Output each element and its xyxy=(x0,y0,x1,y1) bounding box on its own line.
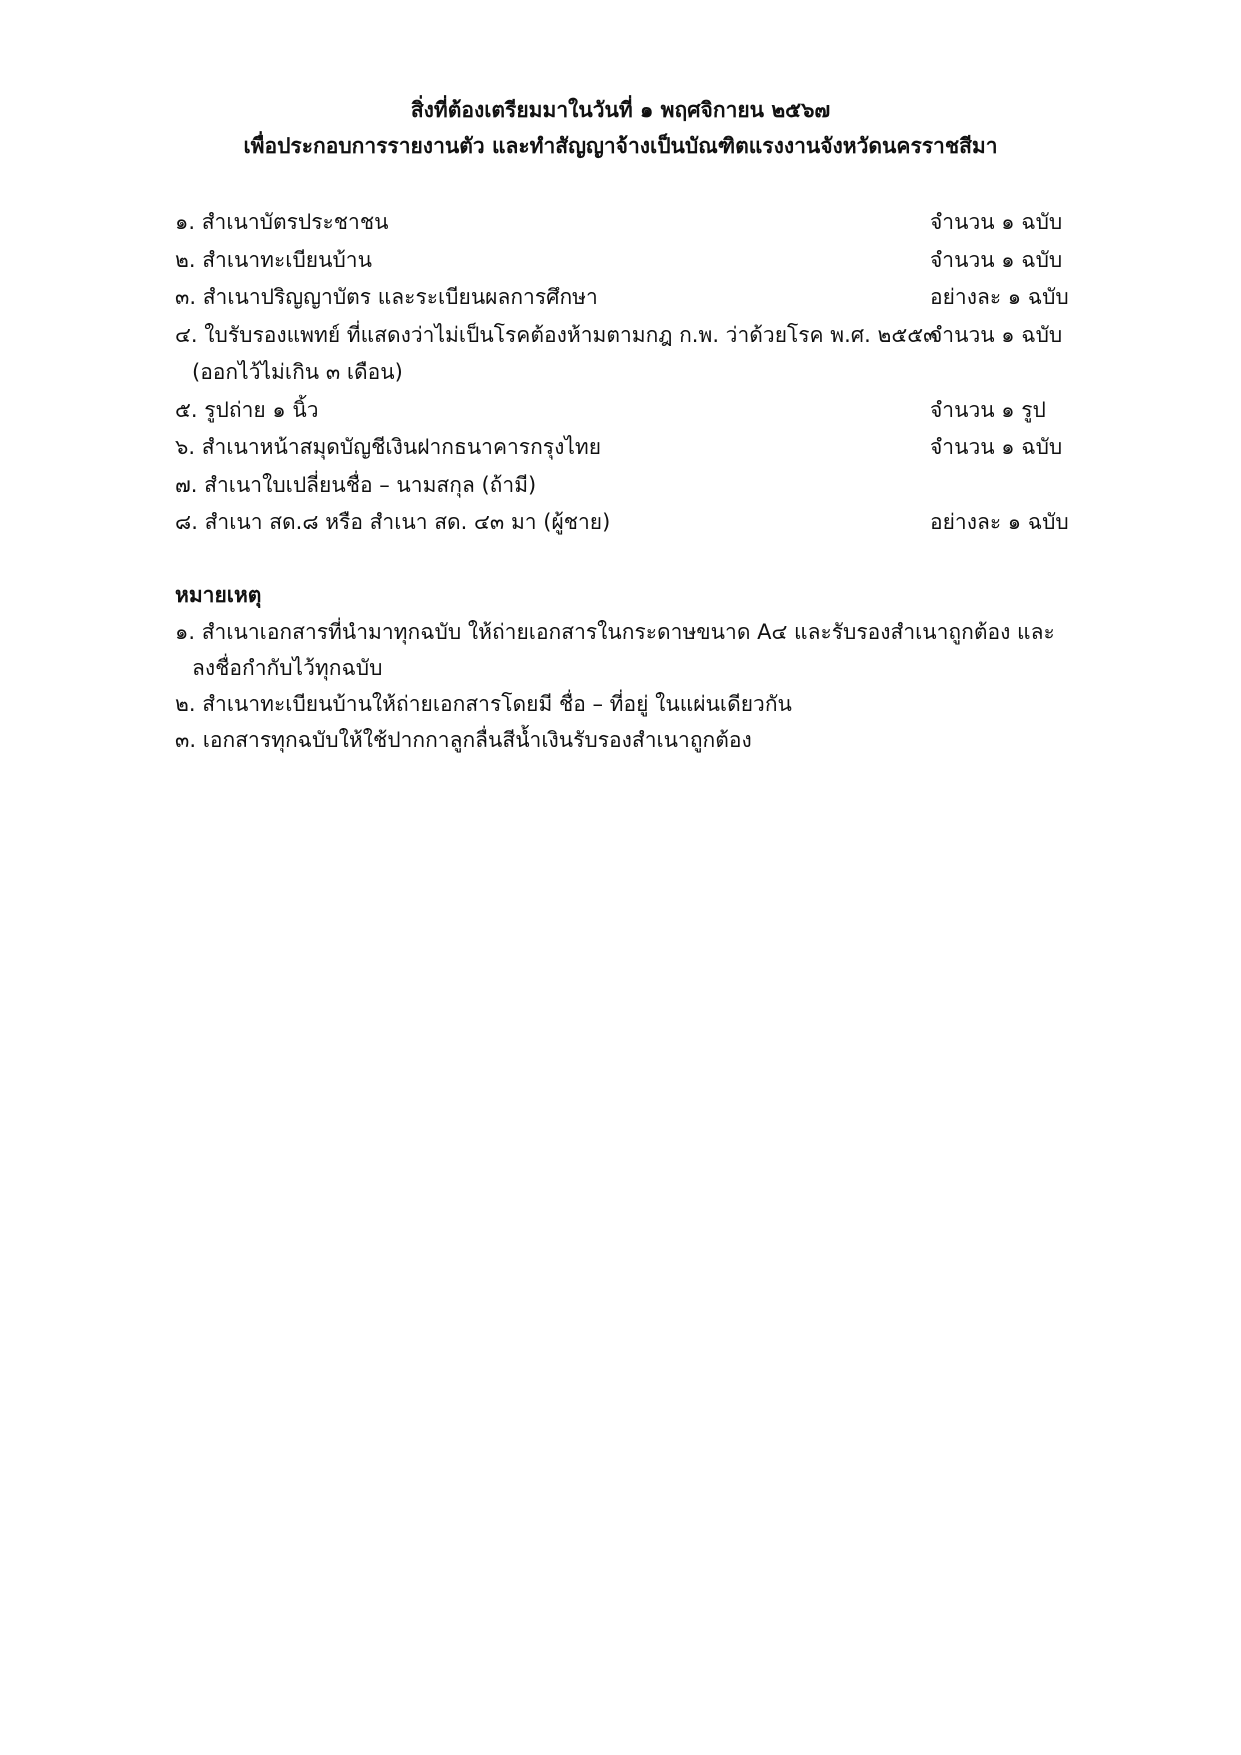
document-title: สิ่งที่ต้องเตรียมมาในวันที่ ๑ พฤศจิกายน ๒๕๖๗ xyxy=(410,98,831,122)
list-item xyxy=(175,467,1075,505)
item-text: สำเนาใบเปลี่ยนชื่อ – นามสกุล (ถ้ามี) xyxy=(204,472,537,497)
note-text: สำเนาทะเบียนบ้านให้ถ่ายเอกสารโดยมี ชื่อ – ที่อยู่ ในแผ่นเดียวกัน xyxy=(202,692,792,716)
list-item xyxy=(175,204,1075,242)
item-quantity: อย่างละ ๑ ฉบับ xyxy=(930,510,1069,534)
item-quantity: จำนวน ๑ ฉบับ xyxy=(930,210,1063,234)
note-item xyxy=(175,686,1135,722)
item-quantity: อย่างละ ๑ ฉบับ xyxy=(930,285,1069,309)
note-continuation: ลงชื่อกำกับไว้ทุกฉบับ xyxy=(192,656,383,680)
list-item xyxy=(175,242,1075,280)
item-number: ๒. xyxy=(175,247,196,272)
list-item xyxy=(175,279,1075,317)
note-number: ๒. xyxy=(175,692,196,716)
item-text: สำเนาปริญญาบัตร และระเบียนผลการศึกษา xyxy=(202,285,598,309)
list-item xyxy=(175,392,1075,430)
item-text: รูปถ่าย ๑ นิ้ว xyxy=(204,397,319,422)
item-text: สำเนาหน้าสมุดบัญชีเงินฝากธนาคารกรุงไทย xyxy=(201,435,602,459)
item-quantity: จำนวน ๑ ฉบับ xyxy=(930,247,1063,272)
item-text: ใบรับรองแพทย์ ที่แสดงว่าไม่เป็นโรคต้องห้ามตามกฎ ก.พ. ว่าด้วยโรค พ.ศ. ๒๕๕๓ xyxy=(204,322,938,347)
item-quantity: จำนวน ๑ รูป xyxy=(930,397,1046,422)
item-number: ๗. xyxy=(175,472,198,497)
notes-heading: หมายเหตุ xyxy=(175,583,262,607)
required-documents-list xyxy=(175,204,1075,542)
item-quantity: จำนวน ๑ ฉบับ xyxy=(930,435,1063,459)
note-number: ๑. xyxy=(175,620,196,644)
item-number: ๖. xyxy=(175,435,196,459)
notes-list xyxy=(175,614,1135,758)
item-number: ๘. xyxy=(175,510,198,534)
item-text: สำเนาบัตรประชาชน xyxy=(201,210,389,234)
document-subtitle: เพื่อประกอบการรายงานตัว และทำสัญญาจ้างเป็นบัณฑิตแรงงานจังหวัดนครราชสีมา xyxy=(243,134,998,158)
note-item xyxy=(175,722,1135,758)
list-item xyxy=(175,504,1075,542)
item-subtext: (ออกไว้ไม่เกิน ๓ เดือน) xyxy=(192,360,403,384)
note-text: สำเนาเอกสารที่นำมาทุกฉบับ ให้ถ่ายเอกสารในกระดาษขนาด A๔ และรับรองสำเนาถูกต้อง และ xyxy=(201,620,1055,644)
item-text: สำเนา สด.๘ หรือ สำเนา สด. ๔๓ มา (ผู้ชาย) xyxy=(204,510,611,534)
note-number: ๓. xyxy=(175,728,197,752)
list-item xyxy=(175,429,1075,467)
item-number: ๑. xyxy=(175,210,196,234)
item-number: ๓. xyxy=(175,285,197,309)
item-number: ๔. xyxy=(175,322,198,347)
list-item xyxy=(175,317,1075,392)
item-text: สำเนาทะเบียนบ้าน xyxy=(202,247,372,272)
item-number: ๕. xyxy=(175,397,198,422)
item-quantity: จำนวน ๑ ฉบับ xyxy=(930,322,1063,347)
note-item xyxy=(175,614,1135,686)
note-text: เอกสารทุกฉบับให้ใช้ปากกาลูกลื่นสีน้ำเงินรับรองสำเนาถูกต้อง xyxy=(202,728,752,752)
